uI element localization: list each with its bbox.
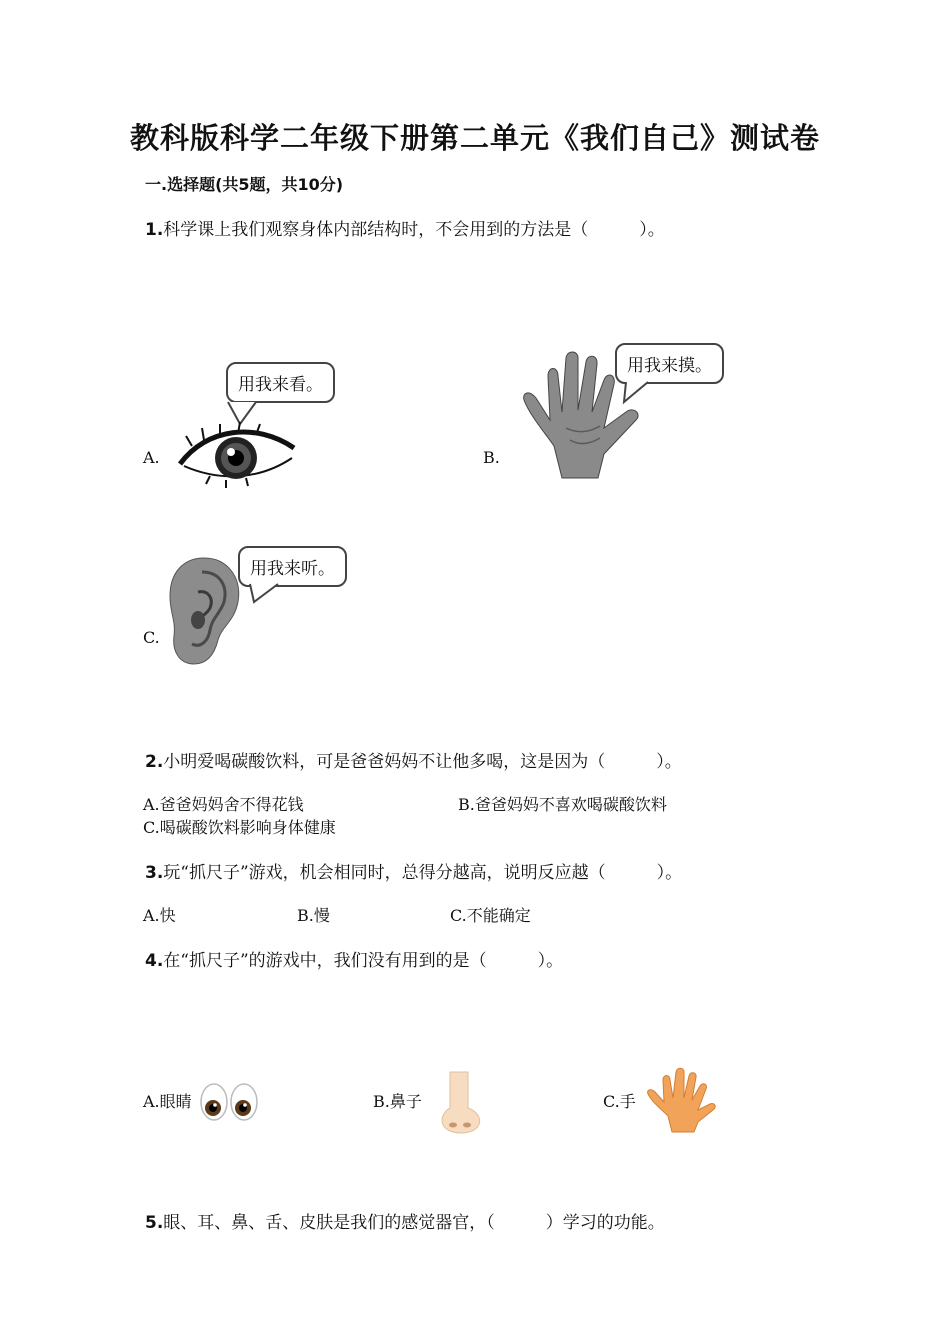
question-text: 眼、耳、鼻、舌、皮肤是我们的感觉器官，（ ）学习的功能。 <box>163 1213 665 1233</box>
question-4 <box>145 946 563 971</box>
option-2c: C.喝碳酸饮料影响身体健康 <box>143 818 336 837</box>
eye-icon <box>176 418 300 490</box>
speech-bubble-hear: 用我来听。 <box>238 546 347 587</box>
option-1a-label: A. <box>143 448 160 467</box>
hand-emoji-icon <box>646 1068 716 1134</box>
question-5 <box>145 1208 665 1233</box>
question-number: 1. <box>145 220 164 240</box>
page-title: 教科版科学二年级下册第二单元《我们自己》测试卷 <box>129 121 820 155</box>
bubble-tail <box>248 582 288 608</box>
question-text: 在“抓尺子”的游戏中，我们没有用到的是（ ）。 <box>163 951 564 971</box>
question-text: 小明爱喝碳酸饮料，可是爸爸妈妈不让他多喝，这是因为（ ）。 <box>163 752 682 772</box>
option-2a: A.爸爸妈妈舍不得花钱 <box>143 795 304 814</box>
speech-bubble-touch: 用我来摸。 <box>615 343 724 384</box>
ear-icon <box>168 556 242 666</box>
hand-icon <box>520 350 646 480</box>
question-number: 2. <box>145 752 164 772</box>
nose-icon <box>436 1072 486 1134</box>
section-heading: 一.选择题(共5题，共10分) <box>145 175 344 194</box>
question-number: 4. <box>145 951 164 971</box>
question-number: 5. <box>145 1213 164 1233</box>
eyes-emoji-icon <box>198 1082 262 1122</box>
question-3 <box>145 858 682 883</box>
question-text: 科学课上我们观察身体内部结构时，不会用到的方法是（ ）。 <box>163 220 665 240</box>
option-1c-label: C. <box>143 628 160 647</box>
option-4b-label: B.鼻子 <box>373 1092 422 1111</box>
option-4a-label: A.眼睛 <box>143 1092 192 1111</box>
question-text: 玩“抓尺子”游戏，机会相同时，总得分越高，说明反应越（ ）。 <box>163 863 683 883</box>
option-2b: B.爸爸妈妈不喜欢喝碳酸饮料 <box>458 795 667 814</box>
question-number: 3. <box>145 863 164 883</box>
option-1b-label: B. <box>483 448 500 467</box>
question-1 <box>145 215 665 240</box>
option-4c-label: C.手 <box>603 1092 636 1111</box>
option-3c: C.不能确定 <box>450 906 531 925</box>
option-3b: B.慢 <box>297 906 330 925</box>
option-3a: A.快 <box>143 906 176 925</box>
question-2 <box>145 747 682 772</box>
speech-bubble-see: 用我来看。 <box>226 362 335 403</box>
